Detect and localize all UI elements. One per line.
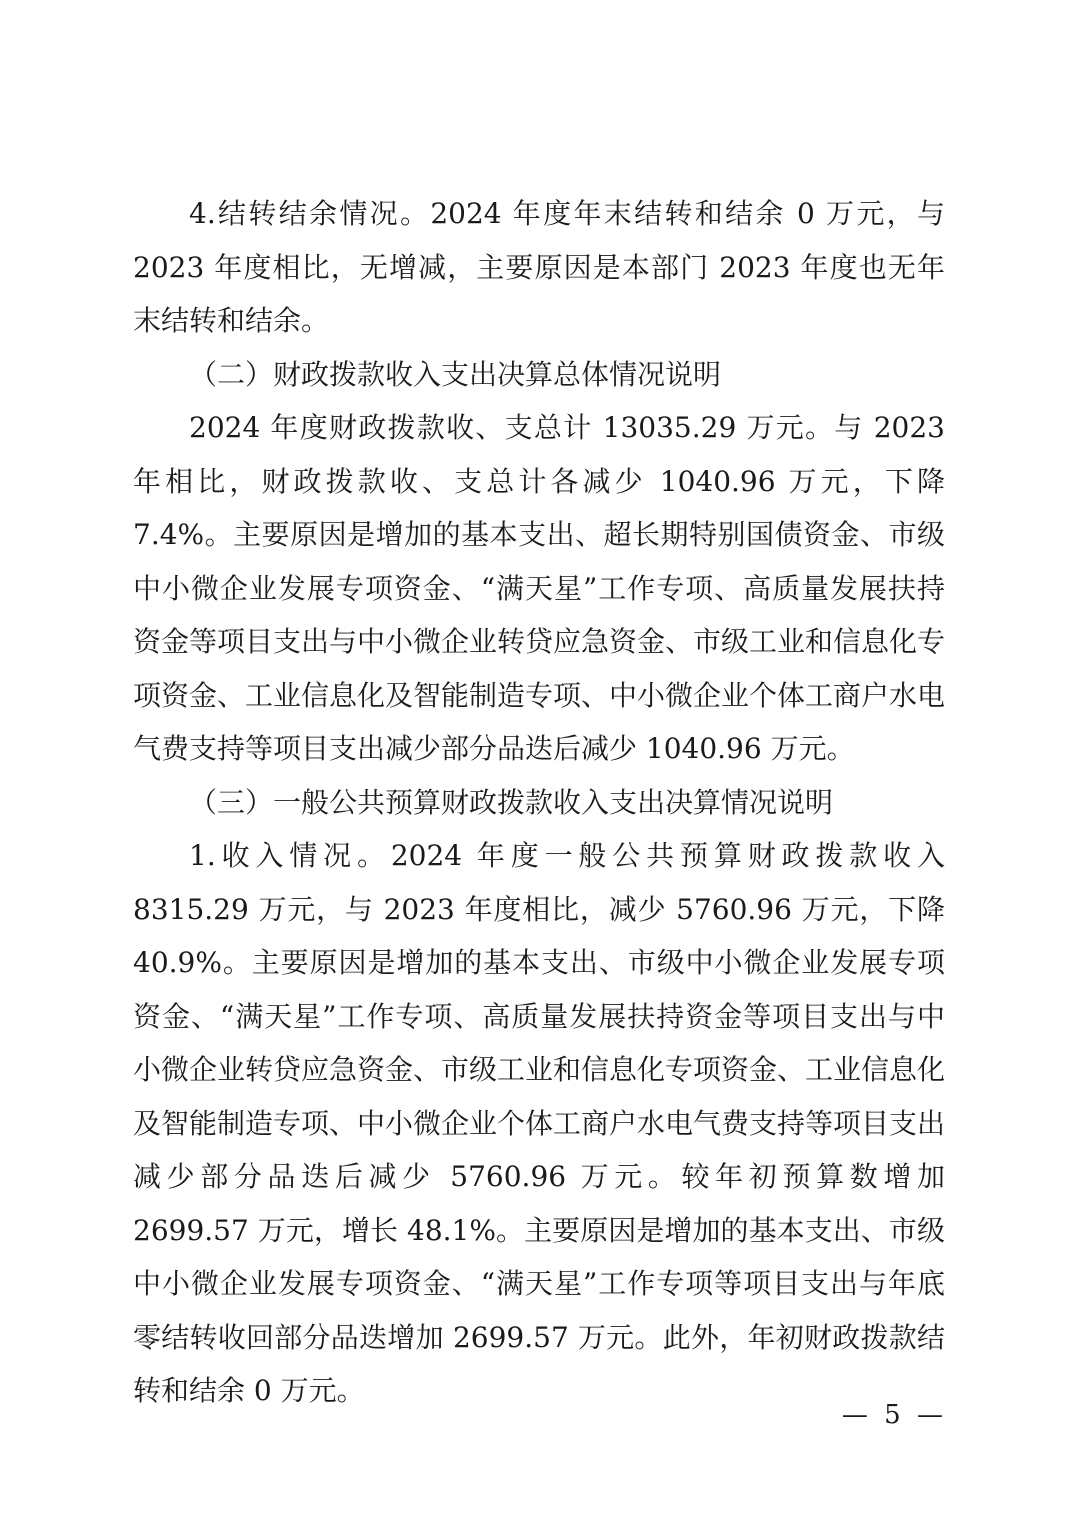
page-number: — 5 — <box>841 1400 947 1430</box>
paragraph-carryover-balance: 4.结转结余情况。2024 年度年末结转和结余 0 万元，与 2023 年度相比，无增减，主要原因是本部门 2023 年度也无年末结转和结余。 <box>133 197 945 337</box>
paragraph-income: 1.收入情况。2024 年度一般公共预算财政拨款收入 8315.29 万元，与 2023 年度相比，减少 5760.96 万元，下降 40.9%。主要原因是增加的基本支出、市级中小微企业发展专项资金、“满天星”工作专项、高质量发展扶持资金等项目支出与中小微企业转贷应急资金、市级工业和信息化专项资金、工业信息化及智能制造专项、中小微企业个体工商户水电气费支持等项目支出减少部分品迭后减少 5760.96 万元。较年初预算数增加 2699.57 万元，增长 48.1%。主要原因是增加的基本支出、市级中小微企业发展专项资金、“满天星”工作专项等项目支出与年底零结转收回部分品迭增加 2699.57 万元。此外，年初财政拨款结转和结余 0 万元。 <box>133 839 946 1407</box>
section-heading-general-budget: （三）一般公共预算财政拨款收入支出决算情况说明 <box>189 785 834 819</box>
section-heading-fiscal-overview: （二）财政拨款收入支出决算总体情况说明 <box>189 357 722 391</box>
document-body <box>133 187 945 1418</box>
paragraph-fiscal-total: 2024 年度财政拨款收、支总计 13035.29 万元。与 2023 年相比，财政拨款收、支总计各减少 1040.96 万元，下降 7.4%。主要原因是增加的基本支出、超长期特别国债资金、市级中小微企业发展专项资金、“满天星”工作专项、高质量发展扶持资金等项目支出与中小微企业转贷应急资金、市级工业和信息化专项资金、工业信息化及智能制造专项、中小微企业个体工商户水电气费支持等项目支出减少部分品迭后减少 1040.96 万元。 <box>133 411 946 765</box>
